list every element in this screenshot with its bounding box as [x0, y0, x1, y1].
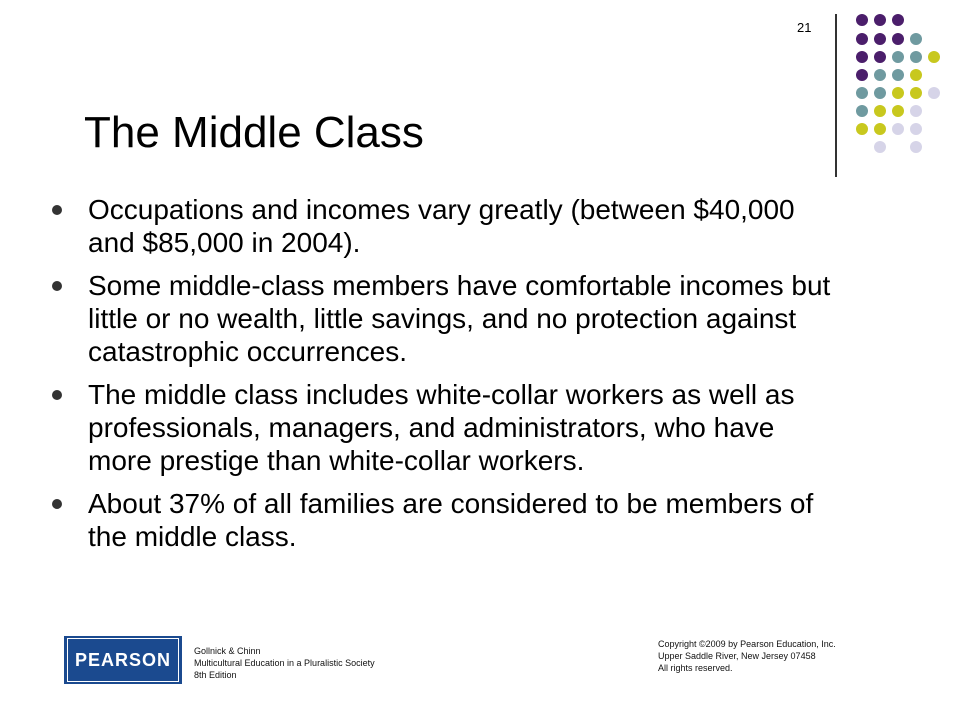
decor-dot — [856, 14, 868, 26]
decor-dot — [910, 69, 922, 81]
rights-line: All rights reserved. — [658, 663, 733, 673]
publisher-address: Upper Saddle River, New Jersey 07458 — [658, 651, 816, 661]
bullet-item — [52, 193, 842, 259]
copyright-info — [658, 638, 836, 674]
bullet-item — [52, 487, 842, 553]
book-title: Multicultural Education in a Pluralistic Society — [194, 658, 375, 668]
decor-dot — [874, 141, 886, 153]
decor-dot — [874, 123, 886, 135]
slide-title: The Middle Class — [84, 108, 424, 157]
slide-number: 21 — [797, 20, 812, 35]
decor-dot — [874, 87, 886, 99]
decor-dot — [874, 33, 886, 45]
decor-dot — [928, 87, 940, 99]
decor-dot — [910, 33, 922, 45]
bullet-text: The middle class includes white-collar workers as well as professionals, managers, and administrators, who have more prestige than white-collar workers. — [88, 379, 795, 476]
decor-dot — [856, 51, 868, 63]
bullet-text: Occupations and incomes vary greatly (between $40,000 and $85,000 in 2004). — [88, 194, 795, 258]
decor-dot — [892, 123, 904, 135]
bullet-marker — [52, 390, 62, 400]
decor-dot — [910, 123, 922, 135]
copyright-line: Copyright ©2009 by Pearson Education, Inc. — [658, 639, 836, 649]
bullet-list — [52, 193, 842, 563]
bullet-marker — [52, 281, 62, 291]
decor-dot — [910, 105, 922, 117]
decor-dot — [892, 105, 904, 117]
bullet-marker — [52, 499, 62, 509]
book-edition: 8th Edition — [194, 670, 237, 680]
decor-dot — [874, 51, 886, 63]
decor-dot — [928, 51, 940, 63]
decor-dot — [856, 105, 868, 117]
decor-dot — [874, 69, 886, 81]
decor-dot — [910, 51, 922, 63]
decor-dot — [910, 141, 922, 153]
pearson-logo-text: PEARSON — [67, 638, 179, 682]
decorative-dot-grid — [850, 14, 950, 154]
decor-dot — [874, 105, 886, 117]
decor-dot — [910, 87, 922, 99]
decor-dot — [856, 123, 868, 135]
bullet-item — [52, 269, 842, 368]
book-authors: Gollnick & Chinn — [194, 646, 261, 656]
bullet-item — [52, 378, 842, 477]
decor-dot — [892, 51, 904, 63]
pearson-logo — [64, 636, 182, 684]
bullet-text: About 37% of all families are considered to be members of the middle class. — [88, 488, 814, 552]
bullet-text: Some middle-class members have comfortable incomes but little or no wealth, little savings, and no protection against catastrophic occurrences. — [88, 270, 831, 367]
decor-dot — [892, 33, 904, 45]
vertical-divider — [835, 14, 837, 177]
decor-dot — [892, 69, 904, 81]
decor-dot — [874, 14, 886, 26]
book-info — [194, 645, 375, 681]
decor-dot — [892, 14, 904, 26]
bullet-marker — [52, 205, 62, 215]
decor-dot — [856, 87, 868, 99]
decor-dot — [856, 33, 868, 45]
decor-dot — [892, 87, 904, 99]
decor-dot — [856, 69, 868, 81]
